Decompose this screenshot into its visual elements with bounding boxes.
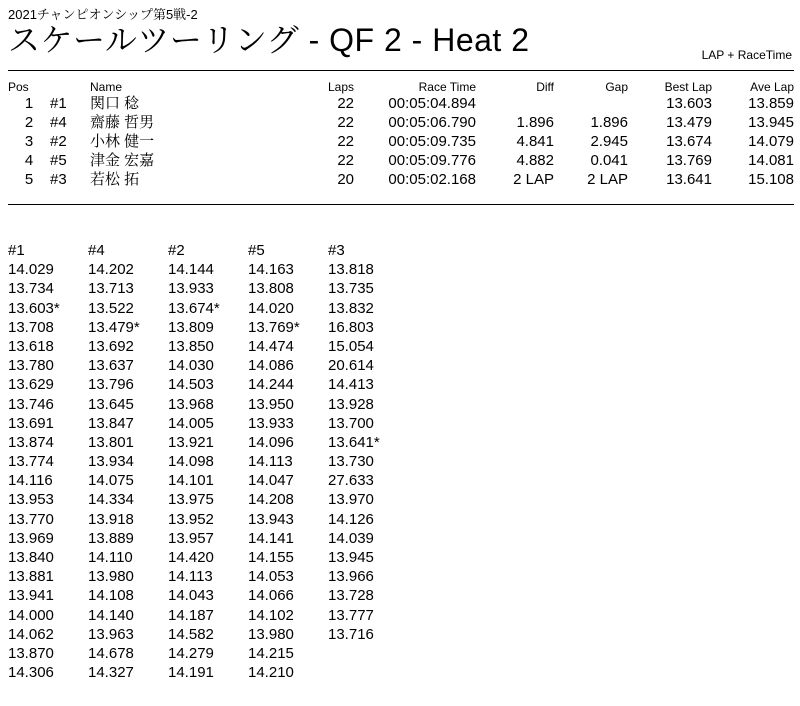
- lap-time: 13.674*: [168, 299, 220, 317]
- lap-time: 13.966: [328, 568, 374, 586]
- lap-time: 13.777: [328, 606, 374, 624]
- lap-time: 13.637: [88, 357, 134, 375]
- lap-time: 13.870: [8, 644, 54, 662]
- lap-time: 14.244: [248, 376, 294, 394]
- row-ave-lap: 15.108: [748, 171, 794, 188]
- lap-time: 14.043: [168, 587, 214, 605]
- lap-time: 13.957: [168, 529, 214, 547]
- lap-time: 13.479*: [88, 318, 140, 336]
- row-race-time: 00:05:04.894: [388, 95, 476, 112]
- lap-time: 14.096: [248, 433, 294, 451]
- event-subtitle: 2021チャンピオンシップ第5戦-2: [8, 7, 198, 22]
- lap-column: [328, 241, 408, 682]
- lap-times-grid: [8, 241, 408, 682]
- lap-time: 13.716: [328, 625, 374, 643]
- lap-time: 14.113: [248, 453, 293, 471]
- lap-time: 13.832: [328, 299, 374, 317]
- lap-time: 14.113: [168, 568, 213, 586]
- col-diff: Diff: [536, 80, 554, 94]
- lap-time: 14.420: [168, 549, 214, 566]
- lap-time: 13.734: [8, 280, 54, 298]
- lap-time: 13.730: [328, 453, 374, 471]
- row-best-lap: 13.674: [666, 133, 712, 150]
- lap-time: 14.126: [328, 510, 374, 528]
- lap-time: 14.187: [168, 606, 214, 624]
- lap-time: 14.141: [248, 529, 294, 547]
- lap-time: 16.803: [328, 318, 374, 336]
- lap-time: 13.691: [8, 414, 54, 432]
- lap-time: 13.975: [168, 491, 214, 509]
- row-laps: 22: [337, 95, 354, 112]
- row-car-number: #3: [50, 171, 67, 188]
- lap-time: 27.633: [328, 472, 374, 490]
- lap-time: 14.202: [88, 261, 134, 279]
- lap-column-header: #5: [248, 242, 265, 259]
- lap-time: 13.774: [8, 453, 54, 471]
- page-title: スケールツーリング - QF 2 - Heat 2: [8, 22, 530, 58]
- results-table: [8, 80, 794, 189]
- row-gap: 0.041: [590, 152, 628, 169]
- row-laps: 22: [337, 133, 354, 150]
- col-pos: Pos: [8, 80, 29, 94]
- lap-time: 14.208: [248, 491, 294, 509]
- lap-time: 13.522: [88, 299, 134, 317]
- lap-time: 14.474: [248, 337, 294, 355]
- table-row: [8, 113, 794, 132]
- lap-time: 14.110: [88, 549, 133, 566]
- row-laps: 20: [337, 171, 354, 188]
- lap-column: [88, 241, 168, 682]
- row-best-lap: 13.479: [666, 114, 712, 131]
- col-laps: Laps: [327, 80, 354, 94]
- lap-time: 13.780: [8, 357, 54, 375]
- lap-time: 13.629: [8, 376, 54, 394]
- row-gap: 2.945: [590, 133, 628, 150]
- row-ave-lap: 13.945: [748, 114, 794, 131]
- lap-time: 13.980: [248, 625, 294, 643]
- lap-time: 13.953: [8, 491, 54, 509]
- lap-column: [248, 241, 328, 682]
- row-ave-lap: 13.859: [748, 95, 794, 112]
- lap-time: 13.968: [168, 395, 214, 413]
- lap-time: 14.066: [248, 587, 294, 605]
- row-ave-lap: 14.081: [748, 152, 794, 169]
- table-row: [8, 94, 794, 113]
- lap-time: 13.933: [168, 280, 214, 298]
- lap-time: 14.155: [248, 549, 294, 566]
- lap-time: 13.950: [248, 395, 294, 413]
- lap-time: 13.874: [8, 433, 54, 451]
- lap-time: 13.818: [328, 261, 374, 279]
- lap-column-header: #3: [328, 242, 345, 259]
- row-driver-name: 関口 稔: [90, 95, 140, 112]
- lap-time: 13.941: [8, 587, 54, 605]
- lap-time: 13.769*: [248, 318, 300, 336]
- lap-time: 13.850: [168, 337, 214, 355]
- lap-time: 14.140: [88, 606, 134, 624]
- row-best-lap: 13.603: [666, 95, 712, 112]
- lap-column-header: #2: [168, 242, 185, 259]
- row-laps: 22: [337, 152, 354, 169]
- row-race-time: 00:05:06.790: [388, 114, 476, 131]
- row-driver-name: 齋藤 哲男: [90, 114, 155, 131]
- lap-time: 14.306: [8, 664, 54, 682]
- lap-time: 13.801: [88, 433, 134, 451]
- lap-time: 13.928: [328, 395, 374, 413]
- lap-time: 14.215: [248, 644, 294, 662]
- lap-time: 15.054: [328, 337, 374, 355]
- col-name: Name: [90, 80, 123, 94]
- lap-time: 14.191: [168, 664, 214, 682]
- display-mode-label: LAP + RaceTime: [701, 48, 792, 62]
- col-ave-lap: Ave Lap: [750, 80, 794, 94]
- lap-time: 13.970: [328, 491, 374, 509]
- lap-time: 14.582: [168, 625, 214, 643]
- row-best-lap: 13.641: [666, 171, 712, 188]
- lap-time: 14.005: [168, 414, 214, 432]
- lap-time: 13.808: [248, 280, 294, 298]
- lap-time: 14.279: [168, 644, 214, 662]
- row-best-lap: 13.769: [666, 152, 712, 169]
- lap-time: 13.735: [328, 280, 374, 298]
- lap-time: 13.881: [8, 568, 54, 586]
- row-pos: 3: [24, 133, 34, 150]
- lap-time: 13.618: [8, 337, 54, 355]
- lap-time: 14.047: [248, 472, 294, 490]
- lap-time: 13.700: [328, 414, 374, 432]
- lap-time: 14.101: [168, 472, 214, 490]
- lap-time: 13.713: [88, 280, 134, 298]
- row-car-number: #2: [50, 133, 67, 150]
- lap-time: 13.840: [8, 549, 54, 566]
- row-pos: 1: [24, 95, 34, 112]
- lap-time: 13.943: [248, 510, 294, 528]
- lap-column-header: #1: [8, 242, 25, 259]
- lap-time: 14.102: [248, 606, 294, 624]
- col-num-spacer: [50, 80, 90, 94]
- row-driver-name: 若松 拓: [90, 171, 140, 188]
- col-best-lap: Best Lap: [664, 80, 712, 94]
- row-diff: 4.882: [516, 152, 554, 169]
- lap-time: 13.796: [88, 376, 134, 394]
- lap-time: 14.334: [88, 491, 134, 509]
- bottom-divider: [8, 204, 794, 205]
- lap-time: 13.641*: [328, 433, 380, 451]
- lap-time: 14.020: [248, 299, 294, 317]
- row-gap: 1.896: [590, 114, 628, 131]
- row-pos: 4: [24, 152, 34, 169]
- row-ave-lap: 14.079: [748, 133, 794, 150]
- row-diff: [476, 94, 554, 113]
- lap-time: 13.963: [88, 625, 134, 643]
- row-diff: 4.841: [516, 133, 554, 150]
- lap-time: 13.952: [168, 510, 214, 528]
- table-row: [8, 170, 794, 189]
- lap-time: 14.086: [248, 357, 294, 375]
- table-row: [8, 132, 794, 151]
- lap-time: 14.039: [328, 529, 374, 547]
- lap-time: 13.645: [88, 395, 134, 413]
- lap-time: 13.847: [88, 414, 134, 432]
- row-laps: 22: [337, 114, 354, 131]
- row-race-time: 00:05:02.168: [388, 171, 476, 188]
- lap-time: 20.614: [328, 357, 374, 375]
- row-gap: [554, 94, 628, 113]
- lap-time: 13.969: [8, 529, 54, 547]
- lap-time: 13.809: [168, 318, 214, 336]
- lap-column: [8, 241, 88, 682]
- lap-time: 13.933: [248, 414, 294, 432]
- row-car-number: #4: [50, 114, 67, 131]
- results-header-row: [8, 80, 794, 94]
- lap-column-header: #4: [88, 242, 105, 259]
- lap-time: 14.327: [88, 664, 134, 682]
- row-gap: 2 LAP: [587, 171, 628, 188]
- lap-time: 14.075: [88, 472, 134, 490]
- lap-time: 14.000: [8, 606, 54, 624]
- row-race-time: 00:05:09.735: [388, 133, 476, 150]
- lap-time: 14.413: [328, 376, 374, 394]
- lap-time: 14.098: [168, 453, 214, 471]
- lap-column: [168, 241, 248, 682]
- row-driver-name: 津金 宏嘉: [90, 152, 155, 169]
- lap-time: 13.603*: [8, 299, 60, 317]
- top-divider: [8, 70, 794, 71]
- lap-time: 14.029: [8, 261, 54, 279]
- col-race-time: Race Time: [418, 80, 476, 94]
- lap-time: 13.918: [88, 510, 134, 528]
- lap-time: 13.728: [328, 587, 374, 605]
- lap-time: 14.163: [248, 261, 294, 279]
- lap-time: 14.210: [248, 664, 294, 682]
- lap-time: 14.503: [168, 376, 214, 394]
- row-diff: 1.896: [516, 114, 554, 131]
- lap-time: 13.692: [88, 337, 134, 355]
- lap-time: 14.030: [168, 357, 214, 375]
- row-car-number: #1: [50, 95, 67, 112]
- lap-time: 13.746: [8, 395, 54, 413]
- lap-time: 14.053: [248, 568, 294, 586]
- row-race-time: 00:05:09.776: [388, 152, 476, 169]
- lap-time: 13.980: [88, 568, 134, 586]
- lap-time: 13.945: [328, 549, 374, 566]
- lap-time: 14.116: [8, 472, 53, 490]
- lap-time: 13.708: [8, 318, 54, 336]
- col-gap: Gap: [605, 80, 628, 94]
- table-row: [8, 151, 794, 170]
- row-driver-name: 小林 健一: [90, 133, 155, 150]
- lap-time: 14.144: [168, 261, 214, 279]
- lap-time: 14.062: [8, 625, 54, 643]
- lap-time: 14.108: [88, 587, 134, 605]
- lap-time: 14.678: [88, 644, 134, 662]
- lap-time: 13.921: [168, 433, 214, 451]
- row-car-number: #5: [50, 152, 67, 169]
- lap-time: 13.770: [8, 510, 54, 528]
- row-diff: 2 LAP: [513, 171, 554, 188]
- lap-time: 13.934: [88, 453, 134, 471]
- lap-time: 13.889: [88, 529, 134, 547]
- row-pos: 5: [24, 171, 34, 188]
- row-pos: 2: [24, 114, 34, 131]
